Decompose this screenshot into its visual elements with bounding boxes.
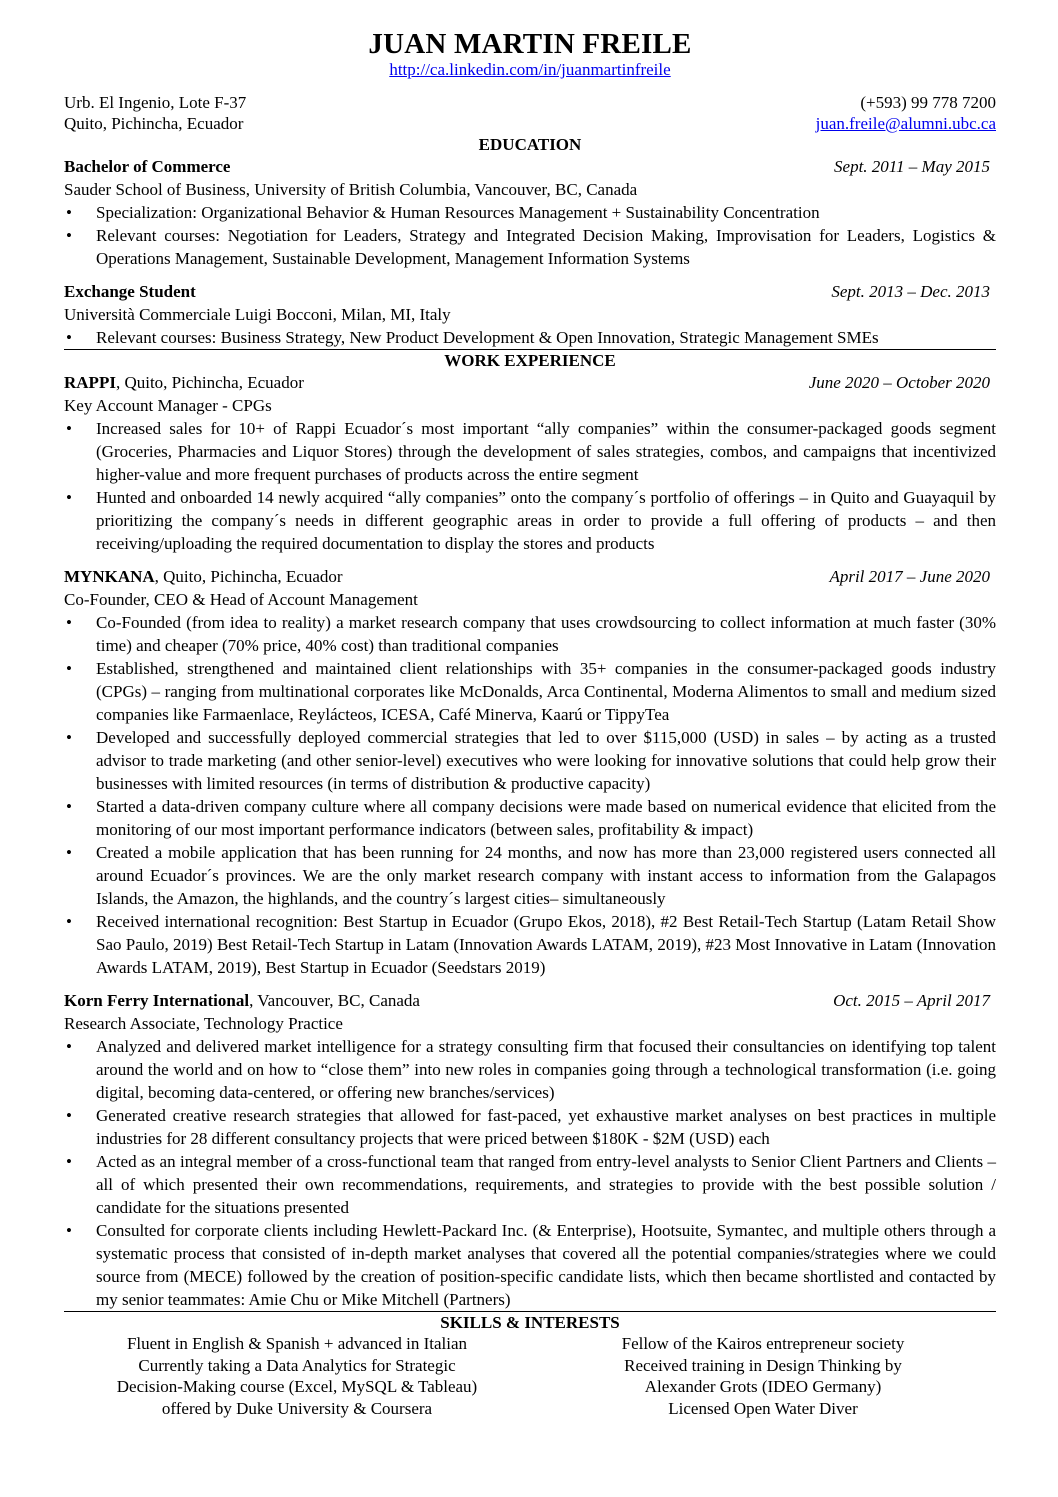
- bullet-list: [64, 611, 996, 979]
- bullet-item: • Created a mobile application that has been running for 24 months, and now has more than 23,000 registered users connected all around Ecuador´s provinces. We are the only market research company with instant access to information from the Galapagos Islands, the Amazon, the highlands, and the country´s largest cities– simultaneously: [64, 841, 996, 910]
- phone-email: [816, 92, 996, 134]
- phone-number: (+593) 99 778 7200: [860, 93, 996, 112]
- degree-title: Exchange Student: [64, 282, 196, 301]
- job-role: Research Associate, Technology Practice: [64, 1014, 343, 1033]
- company-location: , Quito, Pichincha, Ecuador: [115, 373, 304, 392]
- bullet-list: [64, 201, 996, 270]
- address-line: Quito, Pichincha, Ecuador: [64, 114, 244, 133]
- bullet-item: • Relevant courses: Business Strategy, New Product Development & Open Innovation, Strategic Management SMEs: [64, 326, 996, 349]
- institution: Università Commerciale Luigi Bocconi, Milan, MI, Italy: [64, 305, 451, 324]
- bullet-item: • Received international recognition: Best Startup in Ecuador (Grupo Ekos, 2018), #2 Best Retail-Tech Startup (Latam Retail Show Sao Paulo, 2019) Best Retail-Tech Startup in Latam (Innovation Awards LATAM, 2019), #23 Most Innovative in Latam (Innovation Awards LATAM, 2019), Best Startup in Ecuador (Seedstars 2019): [64, 910, 996, 979]
- skill-line: Fellow of the Kairos entrepreneur society: [621, 1334, 905, 1353]
- entry-dates: April 2017 – June 2020: [829, 567, 990, 586]
- bullet-item: • Hunted and onboarded 14 newly acquired “ally companies” onto the company´s portfolio of offerings – in Quito and Guayaquil by prioritizing the company´s needs in different geographic areas in order to provide a full offering of products – and then receiving/uploading the required documentation to display the stores and products: [64, 486, 996, 555]
- skill-line: Fluent in English & Spanish + advanced in Italian: [126, 1334, 468, 1353]
- skills-left-column: [64, 1333, 530, 1419]
- address: [64, 92, 246, 134]
- skill-line: Received training in Design Thinking by: [624, 1355, 902, 1375]
- bullet-item: • Relevant courses: Negotiation for Leaders, Strategy and Integrated Decision Making, Improvisation for Leaders, Logistics & Operations Management, Sustainable Development, Management Information Systems: [64, 224, 996, 270]
- entry-dates: June 2020 – October 2020: [808, 373, 990, 392]
- entry-dates: Sept. 2011 – May 2015: [834, 157, 990, 176]
- company-location: , Vancouver, BC, Canada: [249, 991, 420, 1010]
- skill-line: Licensed Open Water Diver: [668, 1398, 858, 1418]
- bullet-item: • Co-Founded (from idea to reality) a market research company that uses crowdsourcing to collect information at much faster (30% time) and cheaper (70% price, 40% cost) than traditional companies: [64, 611, 996, 657]
- work-entry: [64, 989, 996, 1311]
- education-entry: [64, 155, 996, 270]
- degree-title: Bachelor of Commerce: [64, 157, 231, 176]
- email-link[interactable]: juan.freile@alumni.ubc.ca: [815, 114, 996, 133]
- work-entry: [64, 565, 996, 979]
- education-heading: EDUCATION: [478, 135, 582, 154]
- skill-line: Decision-Making course (Excel, MySQL & Tableau): [116, 1377, 478, 1396]
- bullet-item: • Consulted for corporate clients including Hewlett-Packard Inc. (& Enterprise), Hootsuite, Symantec, and multiple others through a systematic process that consisted of in-depth market analyses that covered all the potential companies/strategies where we could source from (MECE) followed by the creation of position-specific candidate lists, which then became shortlisted and contacted by my senior teammates: Amie Chu or Mike Mitchell (Partners): [64, 1219, 996, 1311]
- skills-right-column: [530, 1333, 996, 1419]
- bullet-list: [64, 1035, 996, 1311]
- bullet-list: [64, 417, 996, 555]
- skills-block: [64, 1333, 996, 1419]
- linkedin-link[interactable]: http://ca.linkedin.com/in/juanmartinfreile: [389, 60, 671, 79]
- bullet-item: • Acted as an integral member of a cross-functional team that ranged from entry-level analysts to Senior Client Partners and Clients – all of which presented their own recommendations, requirements, and strategies to provide with the best possible solution / candidate for the situations presented: [64, 1150, 996, 1219]
- skill-line: offered by Duke University & Coursera: [161, 1398, 433, 1418]
- work-heading: WORK EXPERIENCE: [64, 349, 996, 371]
- bullet-item: • Specialization: Organizational Behavior & Human Resources Management + Sustainability Concentration: [64, 201, 996, 224]
- education-entry: [64, 280, 996, 349]
- work-entry: [64, 371, 996, 555]
- skill-line: Currently taking a Data Analytics for Strategic: [138, 1355, 456, 1375]
- skills-heading: SKILLS & INTERESTS: [64, 1311, 996, 1333]
- skill-line: Alexander Grots (IDEO Germany): [644, 1377, 882, 1396]
- bullet-list: [64, 326, 996, 349]
- candidate-name: JUAN MARTIN FREILE: [368, 28, 692, 60]
- bullet-item: • Developed and successfully deployed commercial strategies that led to over $115,000 (USD) in sales – by acting as a trusted advisor to trade marketing (and other senior-level) executives who were looking for innovative solutions that could help grow their businesses with limited resources (in terms of distribution & productive capacity): [64, 726, 996, 795]
- contact-block: [64, 92, 996, 134]
- job-role: Co-Founder, CEO & Head of Account Management: [64, 590, 418, 609]
- address-line: Urb. El Ingenio, Lote F-37: [64, 93, 247, 112]
- company-name: RAPPI: [64, 373, 116, 392]
- entry-dates: Oct. 2015 – April 2017: [833, 991, 990, 1010]
- bullet-item: • Analyzed and delivered market intelligence for a strategy consulting firm that focused their consultancies on identifying top talent around the world and on how to “close them” into new roles in companies going through a technological transformation (i.e. going digital, becoming data-centered, or offering new branches/services): [64, 1035, 996, 1104]
- company-location: , Quito, Pichincha, Ecuador: [154, 567, 343, 586]
- company-name: Korn Ferry International: [64, 991, 250, 1010]
- bullet-item: • Started a data-driven company culture where all company decisions were made based on numerical evidence that elicited from the monitoring of our most important performance indicators (between sales, profitability & impact): [64, 795, 996, 841]
- institution: Sauder School of Business, University of British Columbia, Vancouver, BC, Canada: [64, 180, 638, 199]
- job-role: Key Account Manager - CPGs: [64, 396, 272, 415]
- company-name: MYNKANA: [64, 567, 155, 586]
- bullet-item: • Generated creative research strategies that allowed for fast-paced, yet exhaustive market analyses on best practices in multiple industries for 28 different consultancy projects that were priced between $180K - $2M (USD) each: [64, 1104, 996, 1150]
- bullet-item: • Increased sales for 10+ of Rappi Ecuador´s most important “ally companies” within the consumer-packaged goods segment (Groceries, Pharmacies and Liquor Stores) through the development of sales strategies, combos, and campaigns that incentivized higher-value and more frequent purchases of products across the entire segment: [64, 417, 996, 486]
- bullet-item: • Established, strengthened and maintained client relationships with 35+ companies in the consumer-packaged goods industry (CPGs) – ranging from multinational corporates like McDonalds, Arca Continental, Moderna Alimentos to small and medium sized companies like Farmaenlace, Reylácteos, ICESA, Café Minerva, Kaarú or TippyTea: [64, 657, 996, 726]
- entry-dates: Sept. 2013 – Dec. 2013: [831, 282, 990, 301]
